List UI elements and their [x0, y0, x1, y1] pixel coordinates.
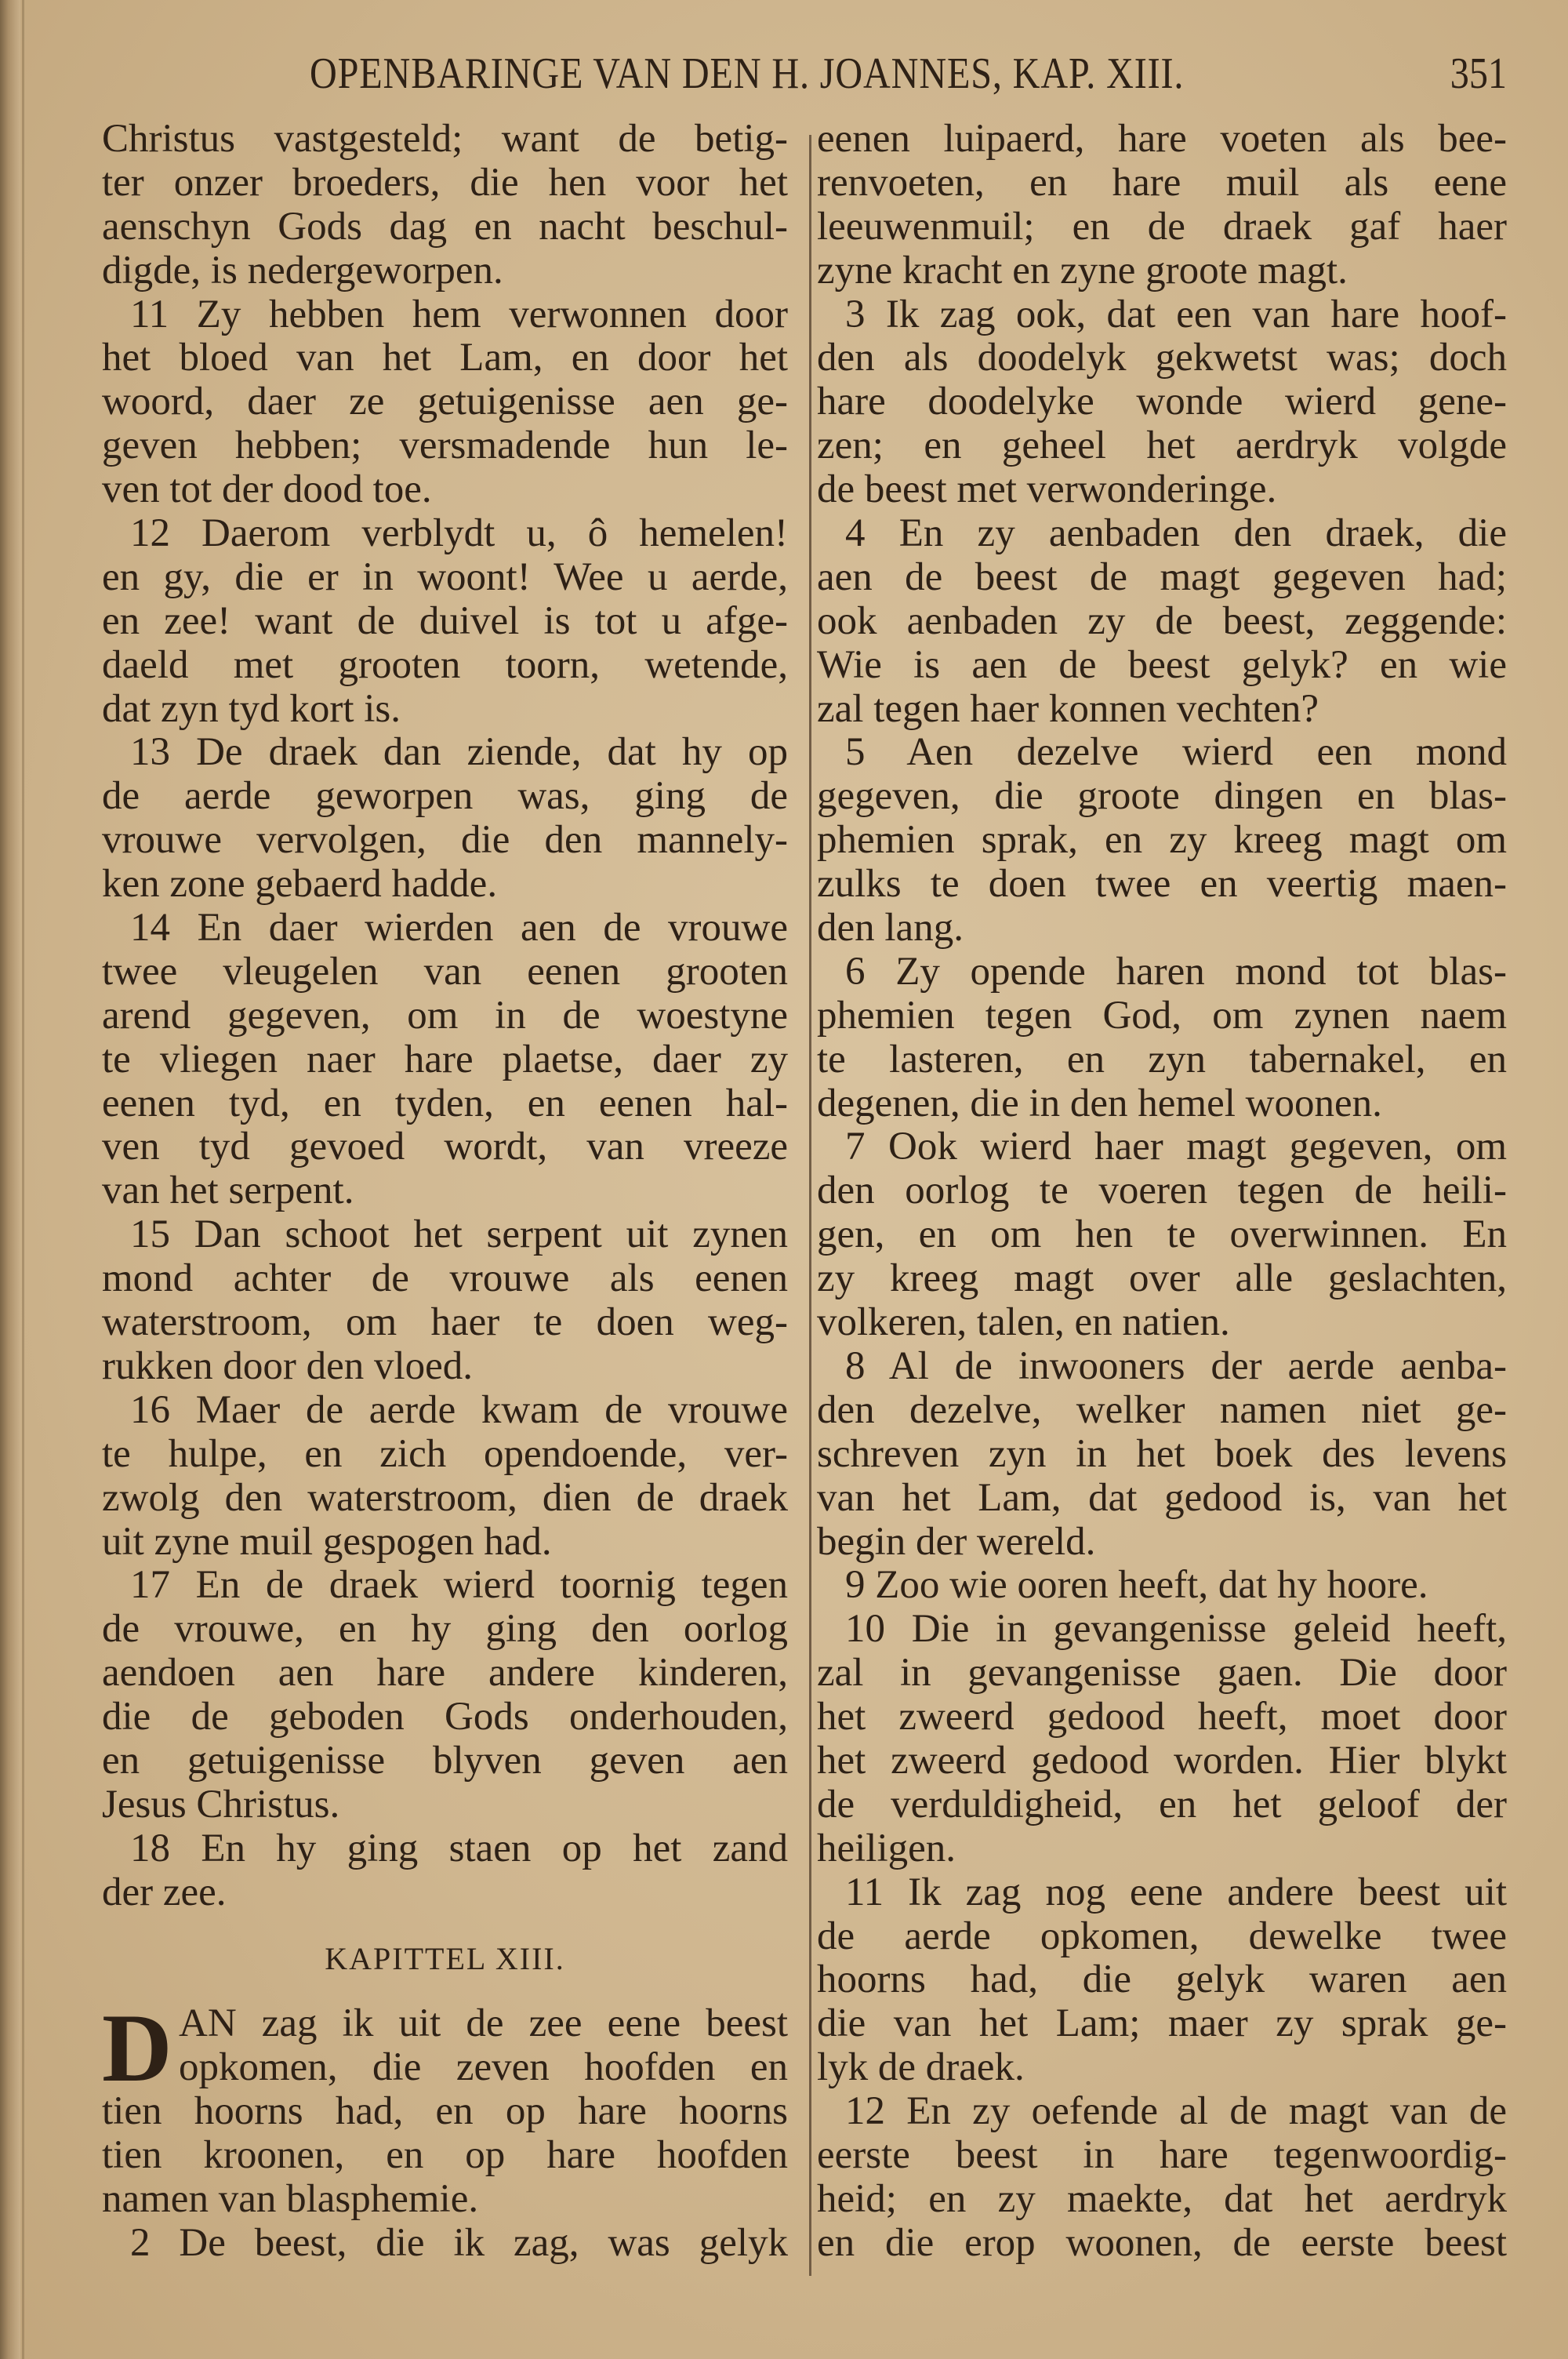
- verse-paragraph: [817, 731, 1507, 950]
- text-line: tien kroonen, en op hare hoofden: [102, 2132, 788, 2177]
- text-line: renvoeten, en hare muil als eene: [817, 160, 1507, 205]
- text-line: Christus vastgesteld; want de betig-: [102, 117, 788, 161]
- verse-paragraph: [817, 2090, 1507, 2266]
- text-line: uit zyne muil gespogen had.: [102, 1519, 552, 1564]
- text-line: dat zyn tyd kort is.: [102, 686, 401, 731]
- text-line: te vliegen naer hare plaetse, daer zy: [102, 1037, 788, 1081]
- text-line: ook aenbaden zy de beest, zeggende:: [817, 598, 1507, 643]
- text-line: 3 Ik zag ook, dat een van hare hoof-: [845, 292, 1507, 336]
- text-line: 17 En de draek wierd toornig tegen: [130, 1563, 788, 1608]
- text-line: hoorns had, die gelyk waren aen: [817, 1957, 1507, 2002]
- text-line: het bloed van het Lam, en door het: [102, 336, 788, 380]
- chapter-opening-paragraph: [102, 1994, 788, 2221]
- text-line: Wie is aen de beest gelyk? en wie: [817, 642, 1507, 687]
- text-line: namen van blasphemie.: [102, 2176, 479, 2221]
- verse-paragraph: [817, 512, 1507, 731]
- text-line: daeld met grooten toorn, wetende,: [102, 642, 788, 687]
- text-line: en zee! want de duivel is tot u afge-: [102, 598, 788, 643]
- text-line: ven tot der dood toe.: [102, 467, 432, 512]
- column-divider: [809, 135, 811, 2276]
- text-line: 14 En daer wierden aen de vrouwe: [130, 906, 788, 951]
- text-line: 10 Die in gevangenisse geleid heeft,: [845, 1607, 1507, 1652]
- text-line: 12 En zy oefende al de magt van de: [845, 2089, 1507, 2134]
- text-line: woord, daer ze getuigenisse aen ge-: [102, 380, 788, 424]
- text-line: die van het Lam; maer zy sprak ge-: [817, 2001, 1507, 2046]
- verse-paragraph: [817, 293, 1507, 512]
- page-number: 351: [1450, 49, 1507, 98]
- verse-paragraph: [102, 293, 788, 512]
- text-line: 7 Ook wierd haer magt gegeven, om: [845, 1125, 1507, 1169]
- text-line: begin der wereld.: [817, 1519, 1096, 1564]
- left-column: [102, 118, 788, 2266]
- chapter-heading: KAPITTEL XIII.: [325, 1940, 565, 1976]
- continued-paragraph: [817, 118, 1507, 293]
- text-line: ven tyd gevoed wordt, van vreeze: [102, 1125, 788, 1169]
- drop-cap: D: [102, 1994, 172, 2103]
- text-line: de beest met verwonderinge.: [817, 467, 1277, 512]
- continued-paragraph: [102, 118, 788, 293]
- text-line: zal in gevangenisse gaen. Die door: [817, 1651, 1507, 1696]
- text-line: 4 En zy aenbaden den draek, die: [845, 511, 1507, 556]
- text-line: waterstroom, om haer te doen weg-: [102, 1300, 788, 1345]
- verse-paragraph: [817, 1871, 1507, 2090]
- text-line: en gy, die er in woont! Wee u aerde,: [102, 554, 788, 599]
- text-line: schreven zyn in het boek des levens: [817, 1431, 1507, 1476]
- text-line: zal tegen haer konnen vechten?: [817, 686, 1319, 731]
- text-line: den dezelve, welker namen niet ge-: [817, 1387, 1507, 1432]
- text-line: en getuigenisse blyven geven aen: [102, 1738, 788, 1783]
- text-line: 13 De draek dan ziende, dat hy op: [130, 730, 788, 775]
- text-line: de aerde opkomen, dewelke twee: [817, 1914, 1507, 1958]
- text-line: den oorlog te voeren tegen de heili-: [817, 1169, 1507, 1213]
- text-line: twee vleugelen van eenen grooten: [102, 949, 788, 994]
- text-line: 9 Zoo wie ooren heeft, dat hy hoore.: [845, 1563, 1428, 1608]
- verse-paragraph: [817, 1345, 1507, 1564]
- text-line: lyk de draek.: [817, 2045, 1025, 2090]
- verse-paragraph: [102, 1389, 788, 1565]
- text-line: 11 Ik zag nog eene andere beest uit: [845, 1870, 1507, 1914]
- text-line: 6 Zy opende haren mond tot blas-: [845, 949, 1507, 994]
- text-line: de vrouwe, en hy ging den oorlog: [102, 1607, 788, 1652]
- text-line: 8 Al de inwooners der aerde aenba-: [845, 1343, 1507, 1388]
- text-line: aen de beest de magt gegeven had;: [817, 554, 1507, 599]
- text-line: aendoen aen hare andere kinderen,: [102, 1651, 788, 1696]
- text-line: te hulpe, en zich opendoende, ver-: [102, 1431, 788, 1476]
- text-line: phemien sprak, en zy kreeg magt om: [817, 818, 1507, 863]
- text-line: 5 Aen dezelve wierd een mond: [845, 730, 1507, 775]
- text-line: eenen luipaerd, hare voeten als bee-: [817, 117, 1507, 161]
- text-line: eerste beest in hare tegenwoordig-: [817, 2132, 1507, 2177]
- book-spine-edge: [0, 0, 20, 2359]
- text-line: rukken door den vloed.: [102, 1343, 474, 1388]
- verse-paragraph: [102, 1564, 788, 1826]
- text-line: zwolg den waterstroom, dien de draek: [102, 1475, 788, 1520]
- text-line: AN zag ik uit de zee eene beest: [179, 2001, 788, 2046]
- text-line: en die erop woonen, de eerste beest: [817, 2220, 1507, 2265]
- text-line: zy kreeg magt over alle geslachten,: [817, 1256, 1507, 1301]
- running-header: OPENBARINGE VAN DEN H. JOANNES, KAP. XIII.: [310, 49, 1185, 98]
- text-line: der zee.: [102, 1870, 227, 1914]
- text-line: tien hoorns had, en op hare hoorns: [102, 2089, 788, 2134]
- text-line: zen; en geheel het aerdryk volgde: [817, 423, 1507, 468]
- text-line: ter onzer broeders, die hen voor het: [102, 160, 788, 205]
- text-line: 16 Maer de aerde kwam de vrouwe: [130, 1387, 788, 1432]
- verse-paragraph: [817, 951, 1507, 1126]
- text-line: aenschyn Gods dag en nacht beschul-: [102, 204, 788, 249]
- text-line: 2 De beest, die ik zag, was gelyk: [130, 2220, 788, 2265]
- text-line: volkeren, talen, en natien.: [817, 1300, 1230, 1345]
- text-line: opkomen, die zeven hoofden en: [179, 2045, 788, 2090]
- page-edge-line: [22, 0, 24, 2359]
- text-line: het zweerd gedood heeft, moet door: [817, 1695, 1507, 1739]
- text-line: digde, is nedergeworpen.: [102, 248, 503, 293]
- verse-paragraph: [102, 2222, 788, 2266]
- text-line: 15 Dan schoot het serpent uit zynen: [130, 1212, 788, 1257]
- verse-paragraph: [102, 1213, 788, 1389]
- text-line: van het Lam, dat gedood is, van het: [817, 1475, 1507, 1520]
- text-line: 18 En hy ging staen op het zand: [130, 1826, 788, 1870]
- verse-paragraph: [102, 1827, 788, 1915]
- text-line: zyne kracht en zyne groote magt.: [817, 248, 1348, 293]
- verse-paragraph: [817, 1125, 1507, 1344]
- text-line: vrouwe vervolgen, die den mannely-: [102, 818, 788, 863]
- text-line: ken zone gebaerd hadde.: [102, 862, 498, 907]
- text-line: phemien tegen God, om zynen naem: [817, 993, 1507, 1038]
- text-line: van het serpent.: [102, 1169, 354, 1213]
- text-line: heid; en zy maekte, dat het aerdryk: [817, 2176, 1507, 2221]
- text-line: te lasteren, en zyn tabernakel, en: [817, 1037, 1507, 1081]
- verse-paragraph: [102, 731, 788, 907]
- text-line: degenen, die in den hemel woonen.: [817, 1081, 1382, 1125]
- text-line: zulks te doen twee en veertig maen-: [817, 862, 1507, 907]
- text-line: 11 Zy hebben hem verwonnen door: [130, 292, 788, 336]
- verse-paragraph: [817, 1564, 1507, 1608]
- text-line: leeuwenmuil; en de draek gaf haer: [817, 204, 1507, 249]
- text-line: den als doodelyk gekwetst was; doch: [817, 336, 1507, 380]
- text-line: gen, en om hen te overwinnen. En: [817, 1212, 1507, 1257]
- text-line: hare doodelyke wonde wierd gene-: [817, 380, 1507, 424]
- text-line: mond achter de vrouwe als eenen: [102, 1256, 788, 1301]
- verse-paragraph: [817, 1608, 1507, 1870]
- text-line: 12 Daerom verblydt u, ô hemelen!: [130, 511, 788, 556]
- right-column: [817, 118, 1507, 2266]
- text-line: geven hebben; versmadende hun le-: [102, 423, 788, 468]
- text-line: die de geboden Gods onderhouden,: [102, 1695, 788, 1739]
- text-line: de verduldigheid, en het geloof der: [817, 1782, 1507, 1826]
- text-line: heiligen.: [817, 1826, 956, 1870]
- text-line: eenen tyd, en tyden, en eenen hal-: [102, 1081, 788, 1125]
- text-line: gegeven, die groote dingen en blas-: [817, 774, 1507, 819]
- text-line: het zweerd gedood worden. Hier blykt: [817, 1738, 1507, 1783]
- verse-paragraph: [102, 512, 788, 731]
- text-line: de aerde geworpen was, ging de: [102, 774, 788, 819]
- text-line: arend gegeven, om in de woestyne: [102, 993, 788, 1038]
- verse-paragraph: [102, 907, 788, 1213]
- text-line: den lang.: [817, 906, 964, 951]
- text-line: Jesus Christus.: [102, 1782, 340, 1826]
